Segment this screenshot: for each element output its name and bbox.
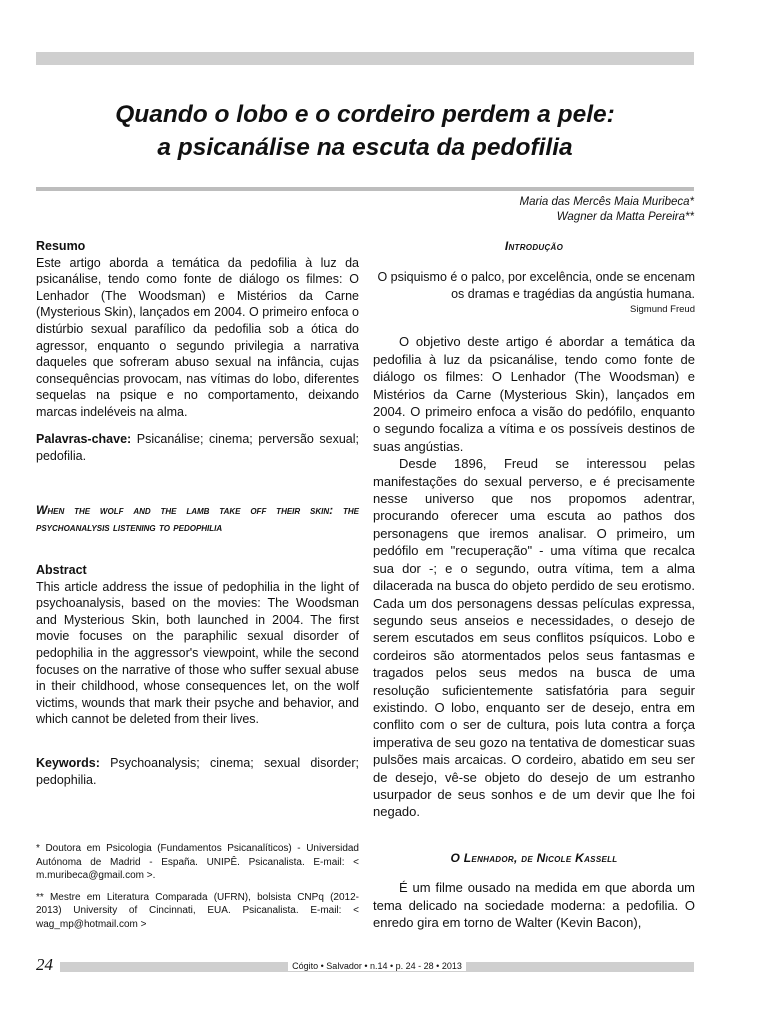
palavras-chave-label: Palavras-chave: [36,432,132,446]
epigraph-author: Sigmund Freud [630,304,695,316]
footnote-2: ** Mestre em Literatura Comparada (UFRN), bolsista CNPq (2012- 2013) University of Cincinnati, EUA. Psicanalista. E-mail: < wag_mp@hotmail.com > [36,891,359,930]
footer-citation [60,960,694,972]
resumo-section [36,238,359,421]
abstract-section [36,562,359,728]
author-1: Maria das Mercês Maia Muribeca* [519,196,694,208]
title-line-1: Quando o lobo e o cordeiro perdem a pele: [115,101,615,128]
title-rule [36,187,694,191]
article-title [36,98,694,164]
palavras-chave-text: Psicanálise; cinema; perversão sexual; pedofilia. [36,432,360,463]
footnote-1: * Doutora em Psicologia (Fundamentos Psicanalíticos) - Universidad Autónoma de Madrid - España. UNIPÊ. Psicanalista. E-mail: < m.muribeca@gmail.com >. [36,843,359,881]
page-number: 24 [36,955,53,974]
header-bar [36,52,694,65]
author-2: Wagner da Matta Pereira** [556,211,694,223]
epigraph: O psiquismo é o palco, por excelência, onde se encenam os dramas e tragédias da angústia humana. [377,270,695,302]
intro-paragraph-1: O objetivo deste artigo é abordar a temática da pedofilia à luz da psicanálise, tendo como fonte de diálogo os filmes: O Lenhador (The Woodsman) e Mistérios da Carne (Mysterious Skin), lançados em 2004. O primeiro enfoca a visão do pedófilo, enquanto o segundo focaliza a vítima e os possíveis destinos de suas angústias. [373,334,695,454]
keywords [36,755,359,788]
footer-citation-text: Cógito • Salvador • n.14 • p. 24 - 28 • 2013 [288,961,466,971]
palavras-chave [36,431,359,464]
lenhador-heading: O Lenhador, de Nicole Kassell [450,851,618,865]
introducao-heading: Introdução [504,239,564,253]
abstract-text: This article address the issue of pedophilia in the light of psychoanalysis, based on the movies: The Woodsman and Mysterious Skin, both launched in 2004. The first movie focuses on the paraphilic sexual disorder of pedophilia in the aggressor's viewpoint, while the second focuses on the narrative of those who suffer sexual abuse in their childhood, whose consequences let, on the wolf victims, wounds that mark their psyche and behavior, and which cannot be deleted from their lives. [36,579,359,727]
resumo-heading: Resumo [36,239,86,253]
footnotes [36,842,359,931]
abstract-heading: Abstract [36,563,87,577]
introducao-section [373,238,695,821]
english-title: When the wolf and the lamb take off their skin: the psychoanalysis listening to pedophilia [36,503,359,534]
title-line-2: a psicanálise na escuta da pedofilia [157,134,573,161]
resumo-text: Este artigo aborda a temática da pedofilia à luz da psicanálise, tendo como fonte de diálogo os filmes: O Lenhador (The Woodsman) e Mistérios da Carne (Mysterious Skin), lançados em 2004. O primeiro enfoca o distúrbio sexual parafílico da pedofilia sob a ótica do agressor, enquanto o segundo privilegia a narrativa daqueles que sofreram abuso sexual na infância, cujas consequências provocam, nas vítimas do lobo, diferentes sequelas na psique e no comportamento, deixando marcas indeléveis na alma. [36,255,359,419]
intro-paragraph-2: Desde 1896, Freud se interessou pelas manifestações do sexual perverso, e é precisamente nesse universo que nos propomos adentrar, procurando oferecer uma escuta ao pathos dos personagens que iremos analisar. O primeiro, um pedófilo em "recuperação" - uma vítima que recalca sua dor -; e o segundo, outra vítima, tem a alma dilacerada na busca do objeto perdido de seu erotismo. Cada um dos personagens dessas películas expressa, segundo seus anseios e necessidades, o desejo de serem escutados em seus conflitos psíquicos. Lobo e cordeiros são atormentados pelos seus fantasmas e tragados pelos seus medos na busca de uma resolução suficientemente satisfatória para seguir existindo. O lobo, enquanto ser de desejo, entra em conflito com o ser de cultura, pois luta contra a força imperativa de seu gozo na tentativa de domesticar suas pulsões mais arcaicas. O cordeiro, abatido em seu ser de desejo, vê-se objeto do desejo de um estranho usurpador de seus sonhos e de um devir que lhe foi negado. [373,456,695,820]
authors [520,195,694,225]
keywords-text: Psychoanalysis; cinema; sexual disorder; pedophilia. [36,756,359,787]
section-lenhador [373,850,695,932]
lenhador-paragraph: É um filme ousado na medida em que aborda um tema delicado na sociedade moderna: a pedofilia. O enredo gira em torno de Walter (Kevin Bacon), [373,880,695,931]
keywords-label: Keywords: [36,756,100,770]
